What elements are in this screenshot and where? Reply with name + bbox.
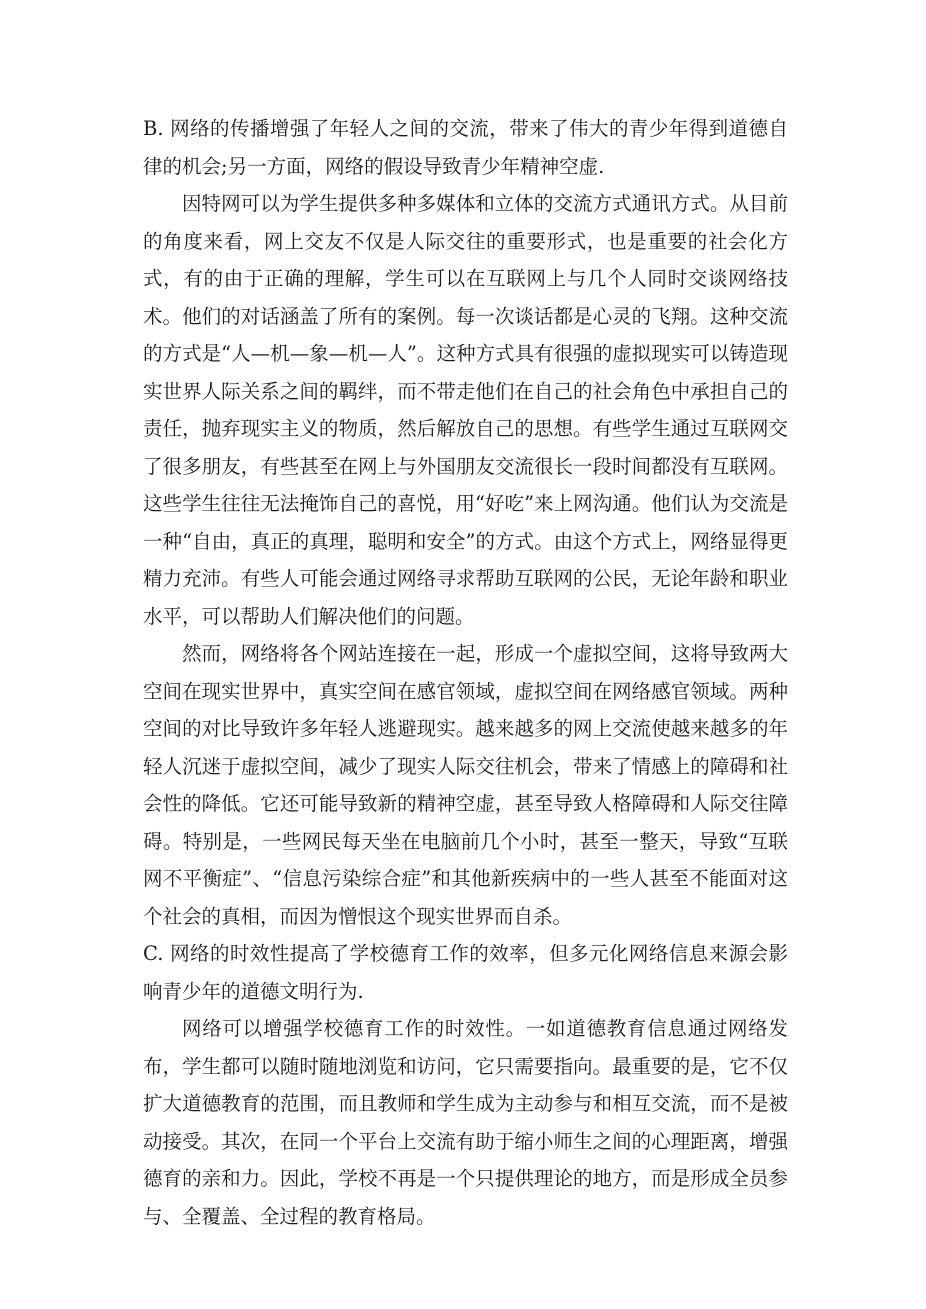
body-paragraph-moral-education: 网络可以增强学校德育工作的时效性。一如道德教育信息通过网络发布，学生都可以随时随地浏览和访问，它只需要指向。最重要的是，它不仅扩大道德教育的范围，而且教师和学生成为主动参与和相互交流，而不是被动接受。其次，在同一个平台上交流有助于缩小师生之间的心理距离，增强德育的亲和力。因此，学校不再是一个只提供理论的地方，而是形成全员参与、全覆盖、全过程的教育格局。 bbox=[143, 1017, 788, 1228]
body-paragraph-virtual-space: 然而，网络将各个网站连接在一起，形成一个虚拟空间，这将导致两大空间在现实世界中，真实空间在感官领域，虚拟空间在网络感官领域。两种空间的对比导致许多年轻人逃避现实。越来越多的网上交流使越来越多的年轻人沉迷于虚拟空间，减少了现实人际交往机会，带来了情感上的障碍和社会性的降低。它还可能导致新的精神空虚，甚至导致人格障碍和人际交往障碍。特别是，一些网民每天坐在电脑前几个小时，甚至一整天，导致“互联网不平衡症”、“信息污染综合症”和其他新疾病中的一些人甚至不能面对这个社会的真相，而因为憎恨这个现实世界而自杀。 bbox=[143, 642, 788, 928]
body-paragraph-online-communication: 因特网可以为学生提供多种多媒体和立体的交流方式通讯方式。从目前的角度来看，网上交友不仅是人际交往的重要形式，也是重要的社会化方式，有的由于正确的理解，学生可以在互联网上与几个人同时交谈网络技术。他们的对话涵盖了所有的案例。每一次谈话都是心灵的飞翔。这种交流的方式是“人—机—象—机—人”。这种方式具有很强的虚拟现实可以铸造现实世界人际关系之间的羁绊，而不带走他们在自己的社会角色中承担自己的责任，抛弃现实主义的物质，然后解放自己的思想。有些学生通过互联网交了很多朋友，有些甚至在网上与外国朋友交流很长一段时间都没有互联网。这些学生往往无法掩饰自己的喜悦，用“好吃”来上网沟通。他们认为交流是一种“自由，真正的真理，聪明和安全”的方式。由这个方式上，网络显得更精力充沛。有些人可能会通过网络寻求帮助互联网的公民，无论年龄和职业水平，可以帮助人们解决他们的问题。 bbox=[143, 192, 788, 628]
section-heading-c: C. 网络的时效性提高了学校德育工作的效率，但多元化网络信息来源会影响青少年的道德文明行为. bbox=[143, 942, 788, 1003]
document-page bbox=[143, 110, 788, 1235]
section-heading-b: B. 网络的传播增强了年轻人之间的交流，带来了伟大的青少年得到道德自律的机会;另一方面，网络的假设导致青少年精神空虚. bbox=[143, 117, 788, 178]
